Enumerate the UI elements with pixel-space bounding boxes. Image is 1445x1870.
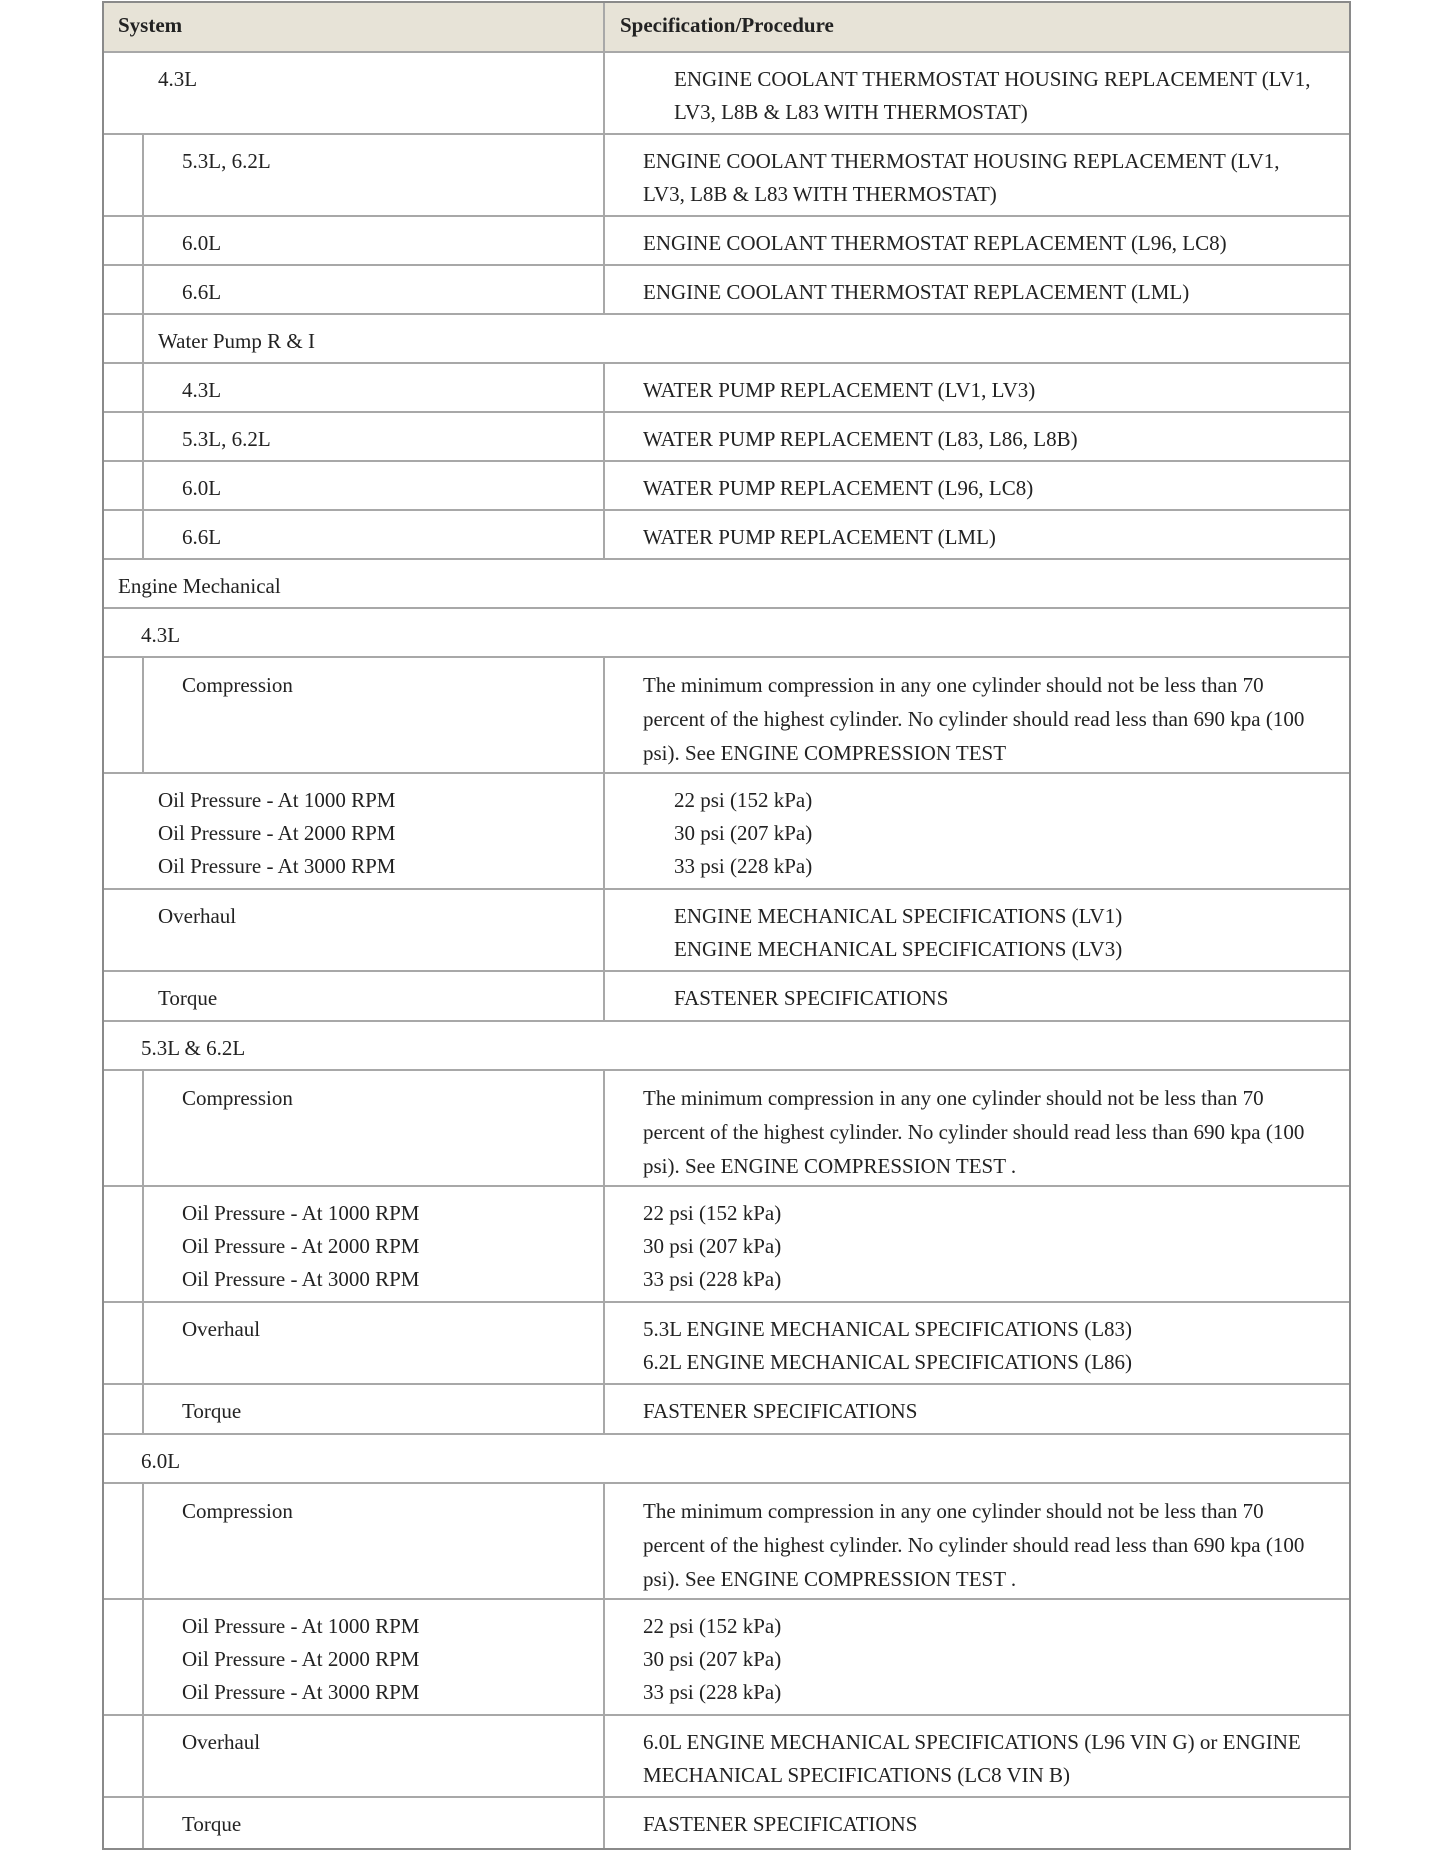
specification-line: ENGINE COOLANT THERMOSTAT REPLACEMENT (L96, LC8) [643,231,1227,255]
specification-line: ENGINE MECHANICAL SPECIFICATIONS (LV1) [674,904,1123,928]
indent-gutter [104,364,144,411]
table-row [104,1798,1349,1848]
system-label [144,413,271,460]
system-label [144,364,221,411]
system-label [144,1187,419,1301]
indent-gutter [104,413,144,460]
specification-line: percent of the highest cylinder. No cylinder should read less than 690 kpa (100 [643,1533,1305,1557]
table-row [104,774,1349,890]
system-cell [104,658,605,772]
section-heading [104,1022,1349,1069]
system-cell [104,1600,605,1714]
system-label [144,1716,260,1796]
indent-gutter [104,511,144,558]
specification-line: ENGINE COOLANT THERMOSTAT HOUSING REPLACEMENT (LV1, [643,149,1280,173]
system-label-line: Compression [182,673,293,697]
specification-cell [605,413,1349,460]
system-cell [104,1798,605,1848]
system-label-line: Overhaul [182,1730,261,1754]
specification-cell [605,1716,1349,1796]
system-label [104,890,236,970]
table-row [104,1303,1349,1385]
system-label [144,1798,241,1848]
table-row [104,1022,1349,1071]
header-specification: Specification/Procedure [620,13,834,37]
specification-cell [605,658,1349,772]
system-label [144,1303,260,1383]
system-label-line: Torque [158,986,218,1010]
subsection-heading [144,315,1349,362]
specification-line: 22 psi (152 kPa) [643,1614,782,1638]
specification-line: The minimum compression in any one cylinder should not be less than 70 [643,673,1264,697]
system-label-line: 4.3L [158,67,198,91]
specification-line: 33 psi (228 kPa) [643,1680,782,1704]
system-cell [104,890,605,970]
system-cell [104,1716,605,1796]
system-label [104,53,197,133]
specification-line: 30 psi (207 kPa) [643,1234,782,1258]
system-cell [104,413,605,460]
system-label-line: Oil Pressure - At 3000 RPM [182,1267,420,1291]
specification-line: LV3, L8B & L83 WITH THERMOSTAT) [643,182,997,206]
specification-line: 30 psi (207 kPa) [643,1647,782,1671]
indent-gutter [104,315,144,362]
specification-cell [605,266,1349,313]
specification-cell [605,1385,1349,1433]
system-label [144,266,221,313]
system-label-line: 6.6L [182,280,222,304]
specification-line: MECHANICAL SPECIFICATIONS (LC8 VIN B) [643,1763,1071,1787]
system-label-line: Oil Pressure - At 2000 RPM [182,1234,420,1258]
indent-gutter [104,266,144,313]
section-heading-text: 4.3L [141,623,181,647]
specification-line: percent of the highest cylinder. No cylinder should read less than 690 kpa (100 [643,707,1305,731]
specification-cell [605,1600,1349,1714]
system-label [144,462,221,509]
table-row [104,609,1349,658]
system-label-line: 6.0L [182,231,222,255]
table-row [104,462,1349,511]
table-row [104,1435,1349,1484]
specification-line: 33 psi (228 kPa) [674,854,813,878]
specification-cell [605,890,1349,970]
specification-line: WATER PUMP REPLACEMENT (LV1, LV3) [643,378,1036,402]
table-header [104,3,1349,53]
indent-gutter [104,1600,144,1714]
system-label-line: Overhaul [182,1317,261,1341]
system-cell [104,1484,605,1598]
section-heading-text: Engine Mechanical [118,574,281,598]
indent-gutter [104,1071,144,1185]
specification-cell [605,364,1349,411]
system-label-line: Oil Pressure - At 1000 RPM [158,788,396,812]
system-cell [104,217,605,264]
specification-line: FASTENER SPECIFICATIONS [643,1812,918,1836]
system-label [144,135,271,215]
indent-gutter [104,1716,144,1796]
table-row [104,560,1349,609]
indent-gutter [104,1484,144,1598]
indent-gutter [104,1187,144,1301]
system-label [144,1071,293,1185]
system-cell [104,1187,605,1301]
system-cell [104,774,605,888]
specification-line: WATER PUMP REPLACEMENT (L96, LC8) [643,476,1034,500]
specification-line: The minimum compression in any one cylinder should not be less than 70 [643,1499,1264,1523]
spec-table [102,1,1351,1850]
specification-line: 22 psi (152 kPa) [674,788,813,812]
system-label-line: Oil Pressure - At 2000 RPM [158,821,396,845]
system-cell [104,1071,605,1185]
specification-line: ENGINE COOLANT THERMOSTAT HOUSING REPLACEMENT (LV1, [674,67,1311,91]
specification-cell [605,511,1349,558]
system-cell [104,135,605,215]
system-label-line: Compression [182,1499,293,1523]
indent-gutter [104,217,144,264]
section-heading-text: 5.3L & 6.2L [141,1036,246,1060]
specification-cell [605,135,1349,215]
table-body [104,53,1349,1848]
table-row [104,315,1349,364]
table-row [104,1385,1349,1435]
system-label-line: Oil Pressure - At 3000 RPM [182,1680,420,1704]
specification-line: 22 psi (152 kPa) [643,1201,782,1225]
table-row [104,53,1349,135]
table-row [104,1600,1349,1716]
system-label [144,511,221,558]
specification-line: 33 psi (228 kPa) [643,1267,782,1291]
specification-line: FASTENER SPECIFICATIONS [674,986,949,1010]
system-label-line: Overhaul [158,904,237,928]
specification-cell [605,1071,1349,1185]
system-cell [104,1385,605,1433]
system-label-line: Torque [182,1812,242,1836]
table-row [104,1484,1349,1600]
specification-cell [605,462,1349,509]
specification-cell [605,1187,1349,1301]
table-row [104,1187,1349,1303]
system-label-line: Oil Pressure - At 1000 RPM [182,1201,420,1225]
specification-line: FASTENER SPECIFICATIONS [643,1399,918,1423]
specification-cell [605,217,1349,264]
indent-gutter [104,1798,144,1848]
specification-line: LV3, L8B & L83 WITH THERMOSTAT) [674,100,1028,124]
specification-line: 5.3L ENGINE MECHANICAL SPECIFICATIONS (L83) [643,1317,1133,1341]
system-cell [104,364,605,411]
specification-line: psi). See ENGINE COMPRESSION TEST . [643,1154,1017,1178]
table-row [104,135,1349,217]
system-label [144,1484,293,1598]
indent-gutter [104,462,144,509]
system-label [104,774,395,888]
subsection-heading-text: Water Pump R & I [158,329,315,353]
specification-line: ENGINE MECHANICAL SPECIFICATIONS (LV3) [674,937,1123,961]
section-heading [104,609,1349,656]
specification-line: WATER PUMP REPLACEMENT (LML) [643,525,996,549]
specification-cell [605,1798,1349,1848]
specification-cell [605,774,1349,888]
specification-cell [605,1484,1349,1598]
system-label [144,1600,419,1714]
specification-line: 6.0L ENGINE MECHANICAL SPECIFICATIONS (L96 VIN G) or ENGINE [643,1730,1301,1754]
system-label-line: 6.6L [182,525,222,549]
specification-line: The minimum compression in any one cylinder should not be less than 70 [643,1086,1264,1110]
section-heading [104,560,1349,607]
table-row [104,511,1349,560]
system-cell [104,511,605,558]
system-label [104,972,217,1020]
header-system: System [104,3,605,51]
system-label-line: 5.3L, 6.2L [182,149,271,173]
system-cell [104,462,605,509]
table-row [104,364,1349,413]
system-label-line: Torque [182,1399,242,1423]
indent-gutter [104,1385,144,1433]
specification-line: 30 psi (207 kPa) [674,821,813,845]
system-cell [104,53,605,133]
table-row [104,972,1349,1022]
table-row [104,1716,1349,1798]
specification-line: psi). See ENGINE COMPRESSION TEST . [643,1567,1017,1591]
system-label-line: 4.3L [182,378,222,402]
indent-gutter [104,1303,144,1383]
system-label-line: Oil Pressure - At 1000 RPM [182,1614,420,1638]
table-row [104,413,1349,462]
indent-gutter [104,658,144,772]
specification-cell [605,53,1349,133]
section-heading [104,1435,1349,1482]
table-row [104,658,1349,774]
system-label-line: Oil Pressure - At 2000 RPM [182,1647,420,1671]
table-row [104,1071,1349,1187]
indent-gutter [104,135,144,215]
system-label [144,658,293,772]
section-heading-text: 6.0L [141,1449,181,1473]
specification-line: WATER PUMP REPLACEMENT (L83, L86, L8B) [643,427,1078,451]
table-row [104,266,1349,315]
system-label [144,1385,241,1433]
specification-line: psi). See ENGINE COMPRESSION TEST [643,741,1007,765]
system-label-line: 6.0L [182,476,222,500]
system-label-line: Compression [182,1086,293,1110]
system-label [144,217,221,264]
system-label-line: 5.3L, 6.2L [182,427,271,451]
specification-line: ENGINE COOLANT THERMOSTAT REPLACEMENT (LML) [643,280,1190,304]
specification-line: 6.2L ENGINE MECHANICAL SPECIFICATIONS (L86) [643,1350,1133,1374]
specification-line: percent of the highest cylinder. No cylinder should read less than 690 kpa (100 [643,1120,1305,1144]
system-cell [104,1303,605,1383]
table-row [104,890,1349,972]
system-cell [104,266,605,313]
specification-cell [605,972,1349,1020]
table-row [104,217,1349,266]
system-label-line: Oil Pressure - At 3000 RPM [158,854,396,878]
system-cell [104,972,605,1020]
specification-cell [605,1303,1349,1383]
